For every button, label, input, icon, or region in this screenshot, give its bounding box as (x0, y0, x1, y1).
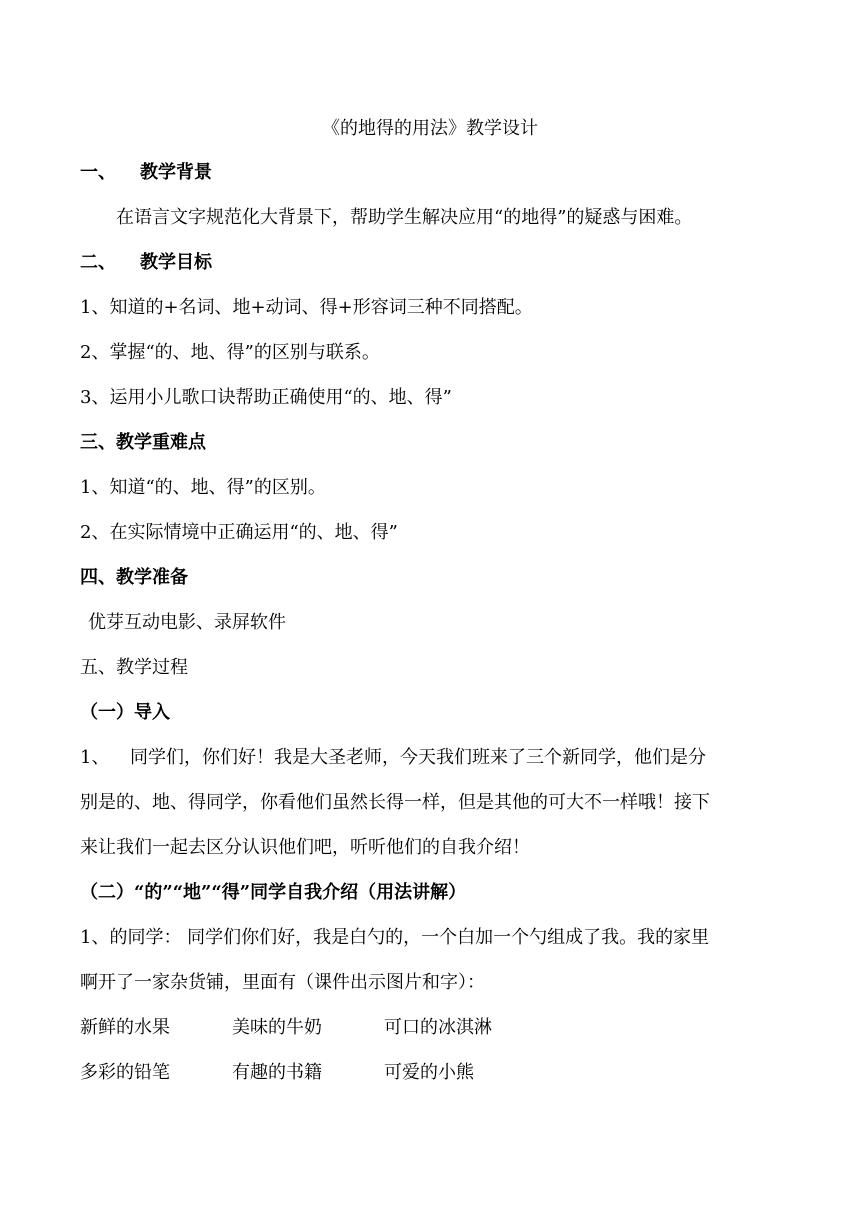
section-heading-key-points: 三、教学重难点 (80, 432, 206, 453)
examples-row (80, 1061, 536, 1085)
intro-paragraph-line: 来让我们一起去区分认识他们吧，听听他们的自我介绍！ (80, 837, 530, 858)
section-title: 教学背景 (140, 162, 212, 183)
key-point-item: 1、知道“的、地、得”的区别。 (80, 477, 326, 498)
example-phrase: 有趣的书籍 (232, 1062, 322, 1083)
goal-item: 1、知道的+名词、地+动词、得+形容词三种不同搭配。 (80, 297, 533, 318)
example-phrase: 可爱的小熊 (384, 1062, 474, 1083)
section-number: 二、 (80, 252, 116, 273)
section-heading-background (80, 161, 212, 185)
subsection-heading-intro: （一）导入 (80, 702, 170, 723)
background-paragraph: 在语言文字规范化大背景下，帮助学生解决应用“的地得”的疑惑与困难。 (116, 207, 693, 228)
intro-text: 同学们，你们好！我是大圣老师，今天我们班来了三个新同学，他们是分 (130, 747, 706, 768)
subsection-heading-self-intro: （二）“的”“地”“得”同学自我介绍（用法讲解） (80, 882, 467, 903)
intro-paragraph-line: 别是的、地、得同学，你看他们虽然长得一样，但是其他的可大不一样哦！接下 (80, 792, 710, 813)
section-heading-preparation: 四、教学准备 (80, 567, 188, 588)
item-number: 1、 (80, 747, 110, 768)
goal-item: 3、运用小儿歌口诀帮助正确使用“的、地、得” (80, 387, 452, 408)
intro-paragraph-line (80, 746, 706, 770)
examples-row (80, 1016, 536, 1040)
de-paragraph-line: 1、的同学： 同学们你们好，我是白勺的，一个白加一个勺组成了我。我的家里 (80, 927, 710, 948)
preparation-text: 优芽互动电影、录屏软件 (88, 612, 286, 633)
section-heading-process: 五、教学过程 (80, 657, 188, 678)
document-title: 《的地得的用法》教学设计 (322, 118, 538, 139)
example-phrase: 可口的冰淇淋 (384, 1017, 492, 1038)
example-phrase: 新鲜的水果 (80, 1017, 170, 1038)
de-paragraph-line: 啊开了一家杂货铺，里面有（课件出示图片和字）： (80, 972, 485, 993)
section-title: 教学目标 (140, 252, 212, 273)
section-heading-goals (80, 251, 212, 275)
section-number: 一、 (80, 162, 116, 183)
example-phrase: 美味的牛奶 (232, 1017, 322, 1038)
key-point-item: 2、在实际情境中正确运用“的、地、得” (80, 522, 398, 543)
example-phrase: 多彩的铅笔 (80, 1062, 170, 1083)
goal-item: 2、掌握“的、地、得”的区别与联系。 (80, 342, 380, 363)
